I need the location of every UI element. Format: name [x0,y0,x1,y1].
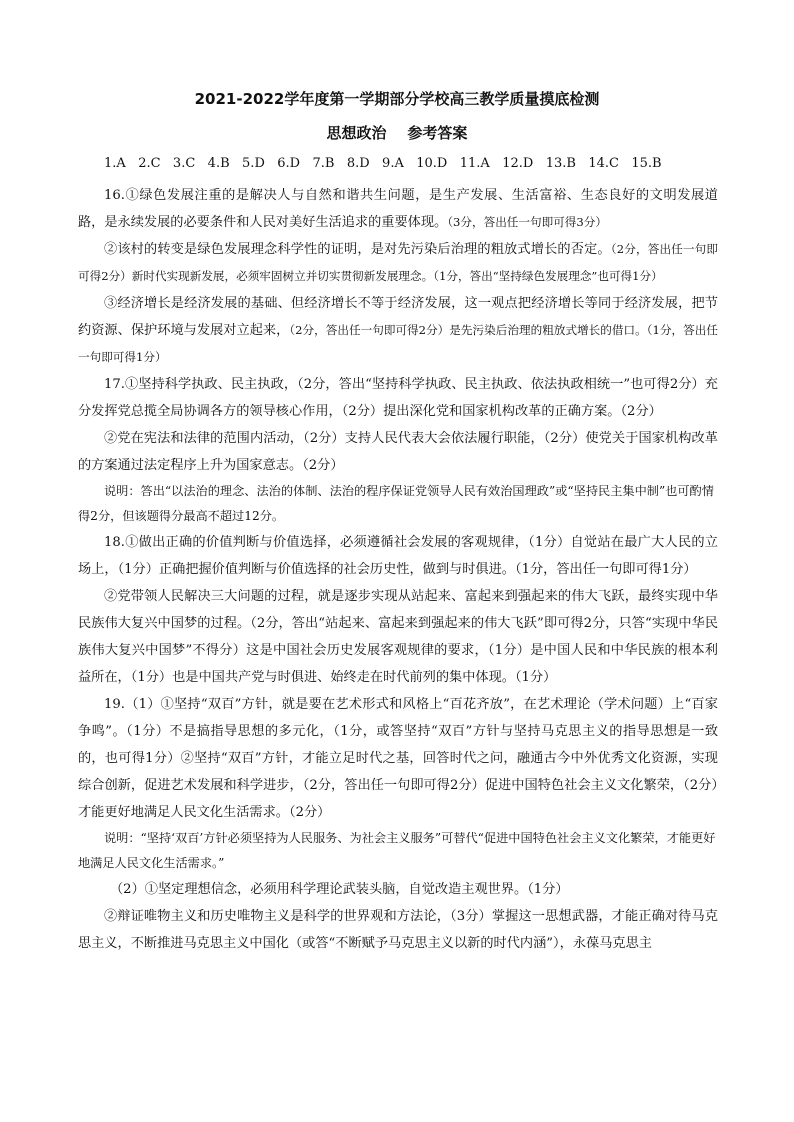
scoring-note: （2分，答出任一句即可得2分）是先污染后治理的粗放式增长的借口。（1分，答出任一句即可得1分） [78,323,718,364]
answer-text: 16.①绿色发展注重的是解决人与自然和谐共生问题，是生产发展、生活富裕、生态良好的文明发展道路，是永续发展的必要条件和人民对美好生活追求的重要体现。 [78,188,718,230]
answer-text: ②该村的转变是绿色发展理念科学性的证明，是对先污染后治理的粗放式增长的否定。 [104,242,611,257]
scoring-note: （或答“不断赋予马克思主义以新的时代内涵”），永葆马克思主 [289,936,652,951]
answer-19-part-1 [78,691,718,826]
answer-16-point-3 [78,290,718,371]
answer-text: 17.①坚持科学执政、民主执政， [104,377,298,392]
scoring-note: （1分，或答坚持“双百”方针与坚持马克思主义的指导思想是一致的，也可得1分）②坚持“双百”方针，才能立足时代之基，回答时代之问，融通古今中外优秀文化资源，实现综合创新，促进艺术发展和科学进步，（2分，答出任一句即可得2分）促进中国特色社会主义文化繁荣，（2分）才能更好地满足人民文化生活需求。（2分） [78,724,719,820]
answer-text: 18.①做出正确的价值判断与价值选择，必须遵循社会发展的客观规律，（1分）自觉站在最广大人民的立场上，（1分）正确把握价值判断与价值选择的社会历史性，做到与时俱进。 [78,535,718,577]
answer-text: 19.（1）①坚持“双百”方针，就是要在艺术形式和风格上“百花齐放”，在艺术理论（学术问题）上“百家争鸣”。（1分）不是搞指导思想的多元化， [78,697,718,739]
scoring-note: （2分，答出任一句即可得2分）新时代实现新发展，必须牢固树立并切实贯彻新发展理念。（1分，答出“坚持绿色发展理念”也可得1分） [78,242,719,283]
scoring-note: （2分，答出“坚持科学执政、民主执政、依法执政相统一”也可得2分）充分发挥党总揽全局协调各方的领导核心作用，（2分）提出深化党和国家机构改革的正确方案。（2分） [78,377,718,419]
answer-16-point-2 [78,236,718,290]
answer-17-point-2 [78,425,718,479]
scoring-note: （1分，答出任一句即可得1分） [514,562,697,577]
answer-17-point-1 [78,371,718,425]
answer-text: （2）①坚定理想信念，必须用科学理论武装头脑，自觉改造主观世界。（1分） [110,882,569,897]
answer-17-note: 说明：答出“以法治的理念、法治的体制、法治的程序保证党领导人民有效治国理政”或“坚持民主集中制”也可酌情得2分，但该题得分最高不超过12分。 [78,484,714,523]
answer-18-point-2 [78,583,718,691]
answer-16-point-1 [78,182,718,236]
answer-19-part-2-point-2 [78,903,718,957]
scoring-note: （2分，答出“站起来、富起来到强起来的伟大飞跃”即可得2分，只答“实现中华民族伟大复兴中国梦”不得分）这是中国社会历史发展客观规律的要求，（1分）是中国人民和中华民族的根本利益所在，（1分）也是中国共产党与时俱进、始终走在时代前列的集中体现。（1分） [78,616,719,685]
answer-text: ③经济增长是经济发展的基础、但经济增长不等于经济发展，这一观点把经济增长等同于经济发展，把节约资源、保护环境与发展对立起来， [78,296,718,338]
scoring-note: （3分，答出任一句即可得3分） [447,215,607,229]
document-subtitle: 思想政治 参考答案 [326,124,468,142]
answer-19-part-2-point-1 [78,876,718,903]
answer-text: ②辩证唯物主义和历史唯物主义是科学的世界观和方法论，（3分）掌握这一思想武器，才能正确对待马克思主义，不断推进马克思主义中国化 [78,909,718,951]
document-title: 2021-2022学年度第一学期部分学校高三教学质量摸底检测 [194,90,600,108]
answer-text: ②党在宪法和法律的范围内活动，（2分）支持人民代表大会依法履行职能，（2分）使党关于国家机构改革的方案通过法定程序上升为国家意志。（2分） [78,431,718,473]
choice-answers-line: 1.A 2.C 3.C 4.B 5.D 6.D 7.B 8.D 9.A 10.D 11.A 12.D 13.B 14.C 15.B [104,156,662,171]
answer-text: ②党带领人民解决三大问题的过程，就是逐步实现从站起来、富起来到强起来的伟大飞跃，最终实现中华民族伟大复兴中国梦的过程。 [78,589,718,631]
answer-body [78,182,718,957]
answer-19-note: 说明：“坚持‘双百’方针必须坚持为人民服务、为社会主义服务”可替代“促进中国特色社会主义文化繁荣，才能更好地满足人民文化生活需求。” [78,831,716,870]
answer-18-point-1 [78,529,718,583]
